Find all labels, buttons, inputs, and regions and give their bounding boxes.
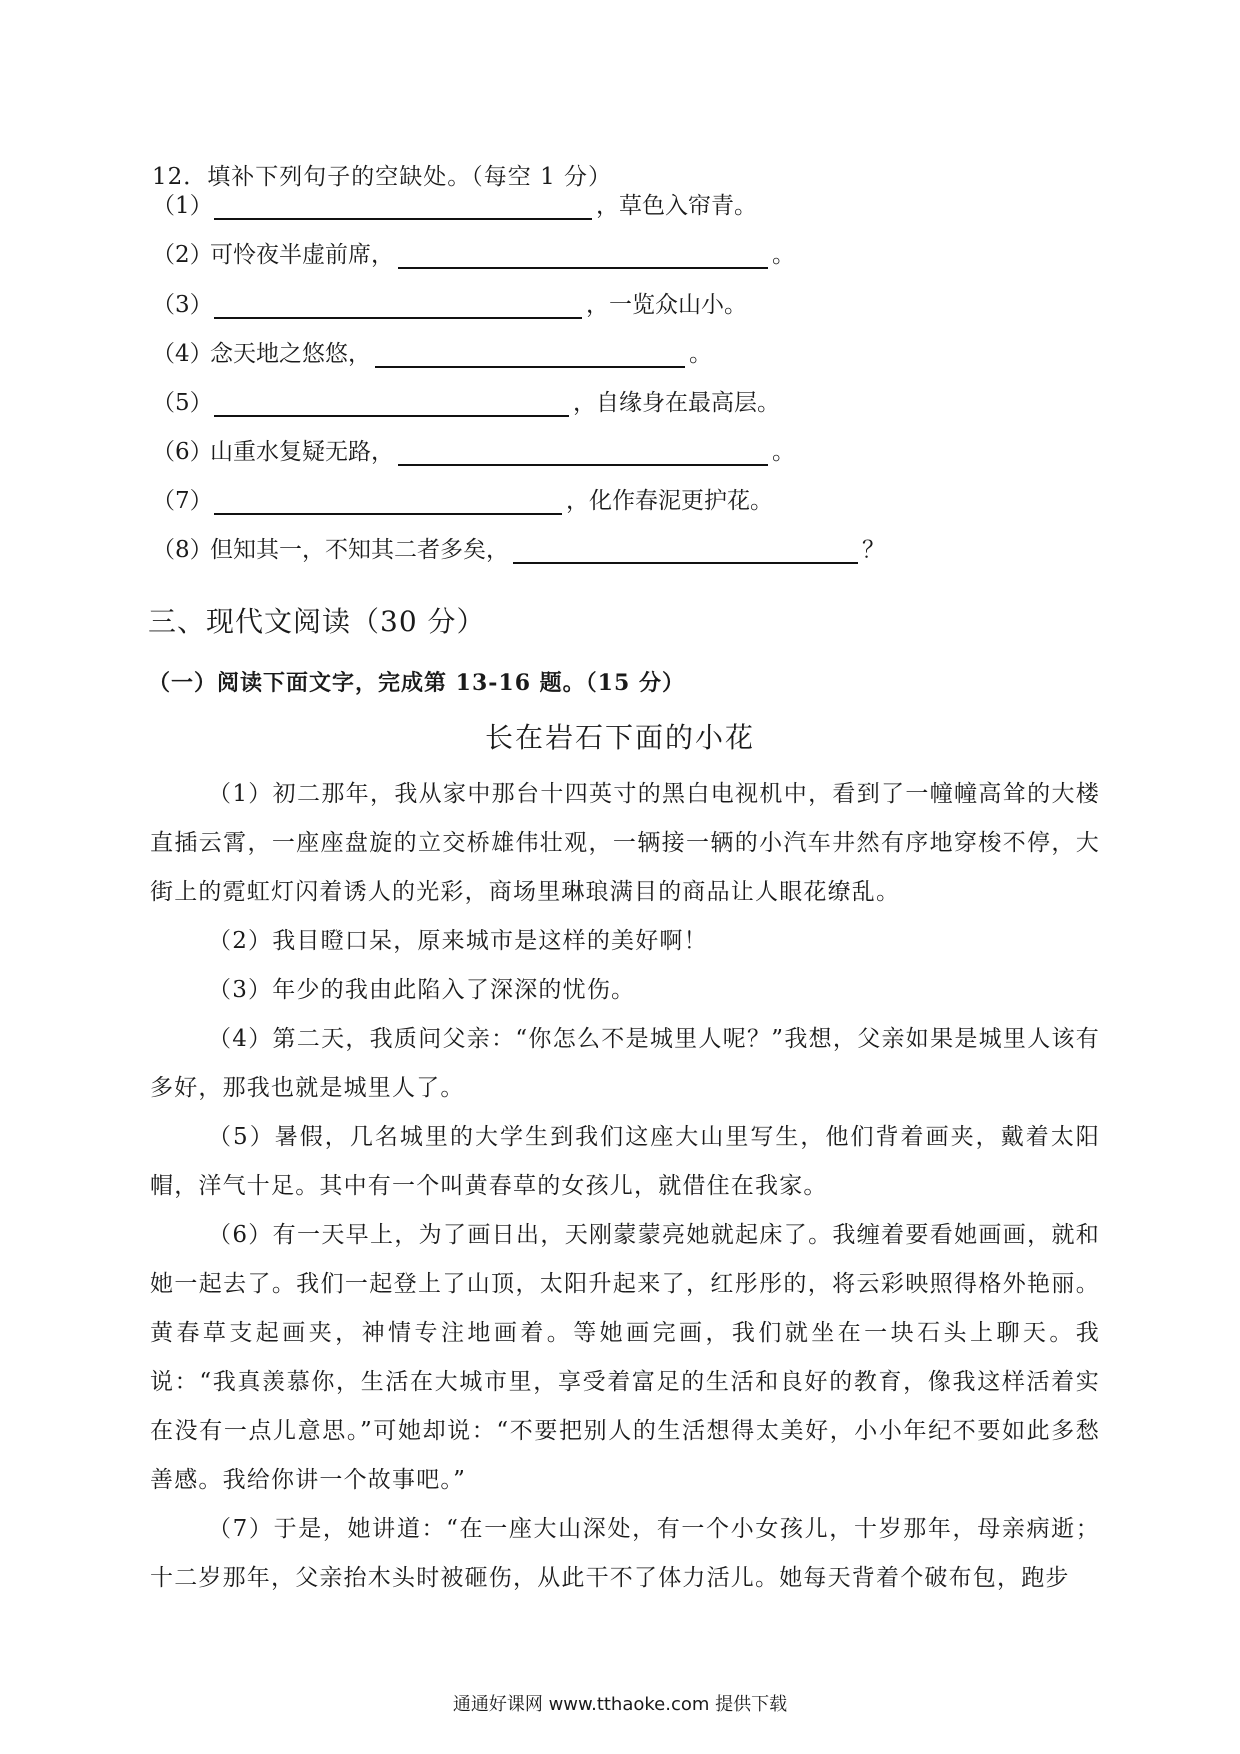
item-number: （6）: [152, 439, 213, 465]
item-prefix: 可怜夜半虚前席，: [210, 242, 394, 268]
item-suffix: 。: [689, 341, 712, 367]
paragraph: （7）于是，她讲道：“在一座大山深处，有一个小女孩儿，十岁那年，母亲病逝；十二岁那年，父亲抬木头时被砸伤，从此干不了体力活儿。她每天背着个破布包，跑步: [150, 1516, 1100, 1591]
fill-item-6: [152, 432, 795, 466]
item-suffix: ，化作春泥更护花。: [566, 488, 773, 514]
item-suffix: ，自缘身在最高层。: [573, 390, 780, 416]
answer-blank-7[interactable]: [214, 487, 562, 515]
question-12-title: 12．填补下列句子的空缺处。（每空 1 分）: [152, 164, 613, 190]
article-title: 长在岩石下面的小花: [484, 721, 755, 754]
item-prefix: 但知其一，不知其二者多矣，: [210, 537, 509, 563]
item-number: （3）: [152, 292, 213, 318]
fill-item-5: [152, 383, 780, 417]
fill-item-4: [152, 334, 712, 368]
answer-blank-8[interactable]: [513, 536, 858, 564]
item-number: （1）: [152, 193, 213, 219]
paragraph: （2）我目瞪口呆，原来城市是这样的美好啊！: [208, 928, 708, 954]
answer-blank-3[interactable]: [214, 291, 582, 319]
reading-instruction: （一）阅读下面文字，完成第 13-16 题。（15 分）: [148, 670, 685, 696]
item-suffix: 。: [772, 242, 795, 268]
answer-blank-4[interactable]: [375, 340, 685, 368]
paragraph: （4）第二天，我质问父亲：“你怎么不是城里人呢？”我想，父亲如果是城里人该有多好，那我也就是城里人了。: [150, 1026, 1100, 1101]
item-prefix: 念天地之悠悠，: [210, 341, 371, 367]
item-suffix: ，一览众山小。: [586, 292, 747, 318]
answer-blank-1[interactable]: [214, 192, 592, 220]
page-footer: 通通好课网 www.tthaoke.com 提供下载: [452, 1694, 788, 1715]
item-suffix: ？: [862, 537, 885, 563]
paragraph: （5）暑假，几名城里的大学生到我们这座大山里写生，他们背着画夹，戴着太阳帽，洋气十足。其中有一个叫黄春草的女孩儿，就借住在我家。: [150, 1124, 1100, 1199]
fill-item-2: [152, 235, 795, 269]
item-number: （2）: [152, 242, 213, 268]
fill-item-3: [152, 285, 747, 319]
paragraph: （6）有一天早上，为了画日出，天刚蒙蒙亮她就起床了。我缠着要看她画画，就和她一起去了。我们一起登上了山顶，太阳升起来了，红彤彤的，将云彩映照得格外艳丽。黄春草支起画夹，神情专注地画着。等她画完画，我们就坐在一块石头上聊天。我说：“我真羡慕你，生活在大城市里，享受着富足的生活和良好的教育，像我这样活着实在没有一点儿意思。”可她却说：“不要把别人的生活想得太美好，小小年纪不要如此多愁善感。我给你讲一个故事吧。”: [150, 1222, 1100, 1493]
answer-blank-2[interactable]: [398, 241, 768, 269]
fill-item-1: [152, 186, 757, 220]
answer-blank-5[interactable]: [214, 389, 569, 417]
item-number: （7）: [152, 488, 213, 514]
item-prefix: 山重水复疑无路，: [210, 439, 394, 465]
item-number: （5）: [152, 390, 213, 416]
article-body: [150, 770, 1100, 1603]
item-suffix: ，草色入帘青。: [596, 193, 757, 219]
section-heading: 三、现代文阅读（30 分）: [148, 605, 486, 638]
fill-item-8: [152, 530, 885, 564]
fill-item-7: [152, 481, 773, 515]
item-number: （8）: [152, 537, 213, 563]
answer-blank-6[interactable]: [398, 438, 768, 466]
item-number: （4）: [152, 341, 213, 367]
paragraph: （3）年少的我由此陷入了深深的忧伤。: [208, 977, 636, 1003]
item-suffix: 。: [772, 439, 795, 465]
paragraph: （1）初二那年，我从家中那台十四英寸的黑白电视机中，看到了一幢幢高耸的大楼直插云霄，一座座盘旋的立交桥雄伟壮观，一辆接一辆的小汽车井然有序地穿梭不停，大街上的霓虹灯闪着诱人的光彩，商场里琳琅满目的商品让人眼花缭乱。: [150, 781, 1100, 905]
